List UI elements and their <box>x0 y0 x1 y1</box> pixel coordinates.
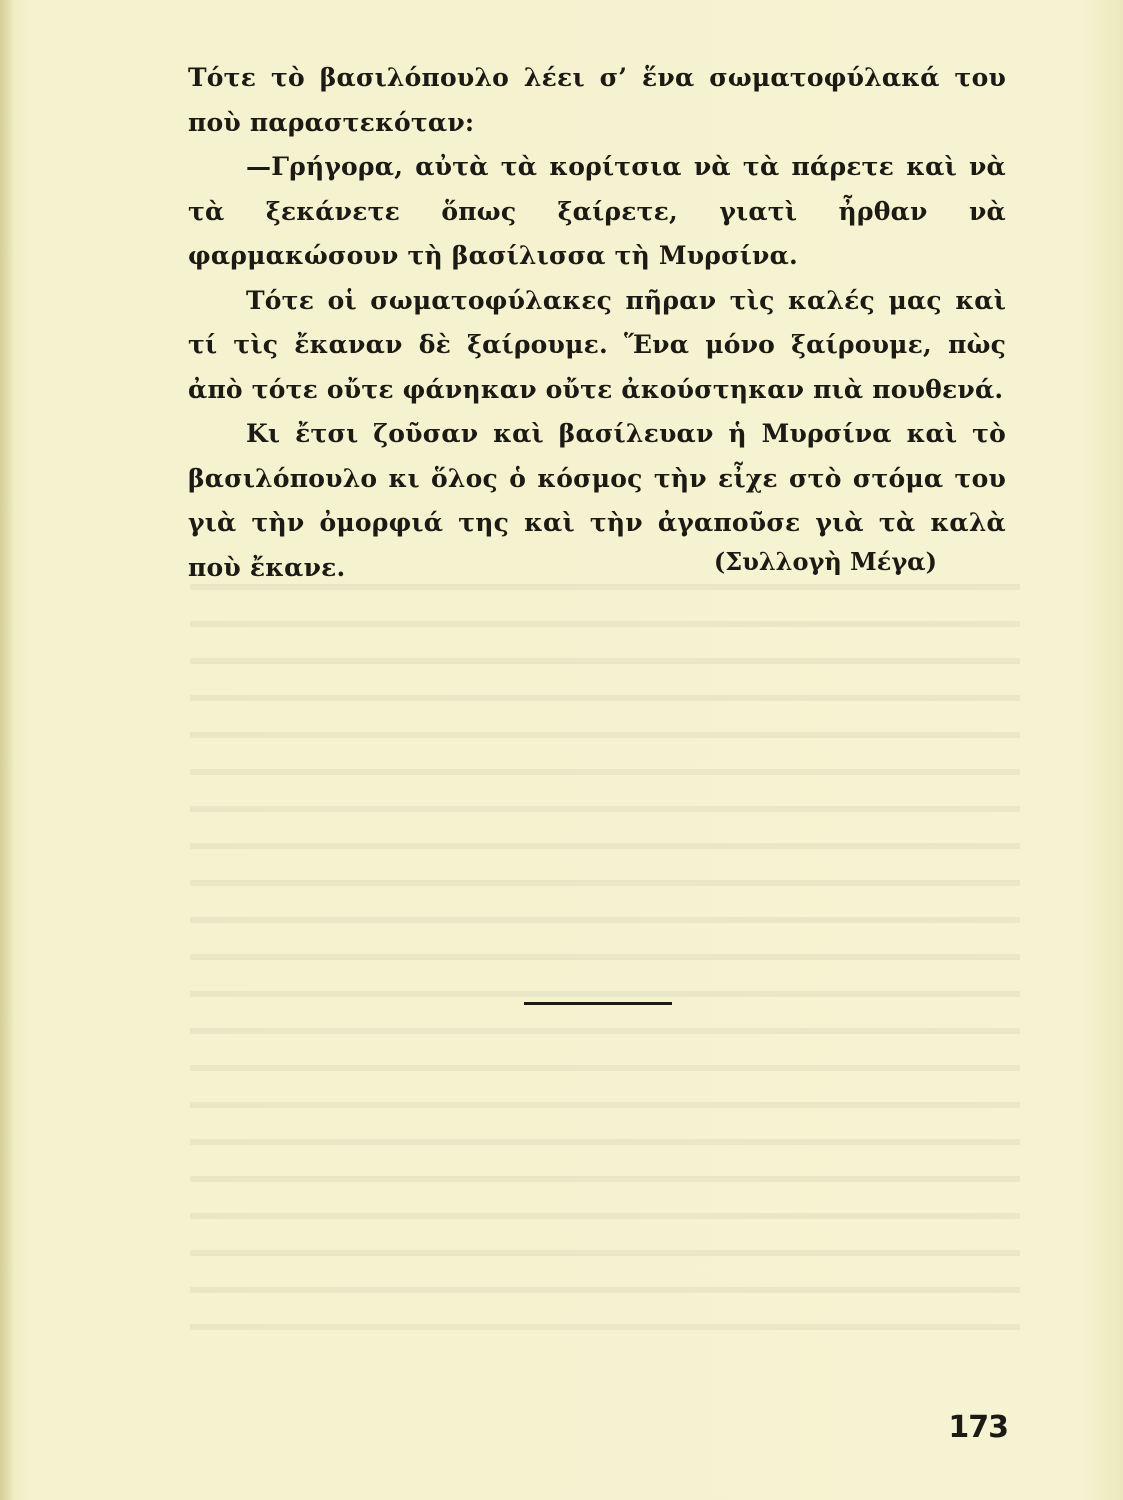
paragraph-3: Τότε οἱ σωματοφύλακες πῆραν τὶς καλές μας καὶ τί τὶς ἔκαναν δὲ ξαίρουμε. Ἕνα μόνο ξαίρουμε, πὼς ἀπὸ τότε οὔτε φάνηκαν οὔτε ἀκούστηκαν πιὰ πουθενά. <box>188 285 1006 404</box>
page-binding-edge <box>0 0 14 1500</box>
source-attribution: (Συλλογὴ Μέγα) <box>713 547 937 576</box>
paragraph-1: Τότε τὸ βασιλόπουλο λέει σ’ ἕνα σωματοφύλακά του ποὺ παραστεκόταν: <box>188 63 1006 137</box>
paragraph-4: Κι ἔτσι ζοῦσαν καὶ βασίλευαν ἡ Μυρσίνα καὶ τὸ βασιλόπουλο κι ὅλος ὁ κόσμος τὴν εἶχε στὸ στόμα του γιὰ τὴν ὀμορφιά της καὶ τὴν ἀγαποῦσε γιὰ τὰ καλὰ ποὺ ἔκανε. <box>188 419 1006 582</box>
paragraph-2: —Γρήγορα, αὐτὰ τὰ κορίτσια νὰ τὰ πάρετε καὶ νὰ τὰ ξεκάνετε ὅπως ξαίρετε, γιατὶ ἦρθαν νὰ φαρμακώσουν τὴ βασίλισσα τὴ Μυρσίνα. <box>188 152 1006 270</box>
story-text <box>188 56 1006 590</box>
section-divider <box>524 1002 672 1005</box>
show-through-text <box>190 560 1020 1340</box>
page-number: 173 <box>948 1410 1008 1445</box>
